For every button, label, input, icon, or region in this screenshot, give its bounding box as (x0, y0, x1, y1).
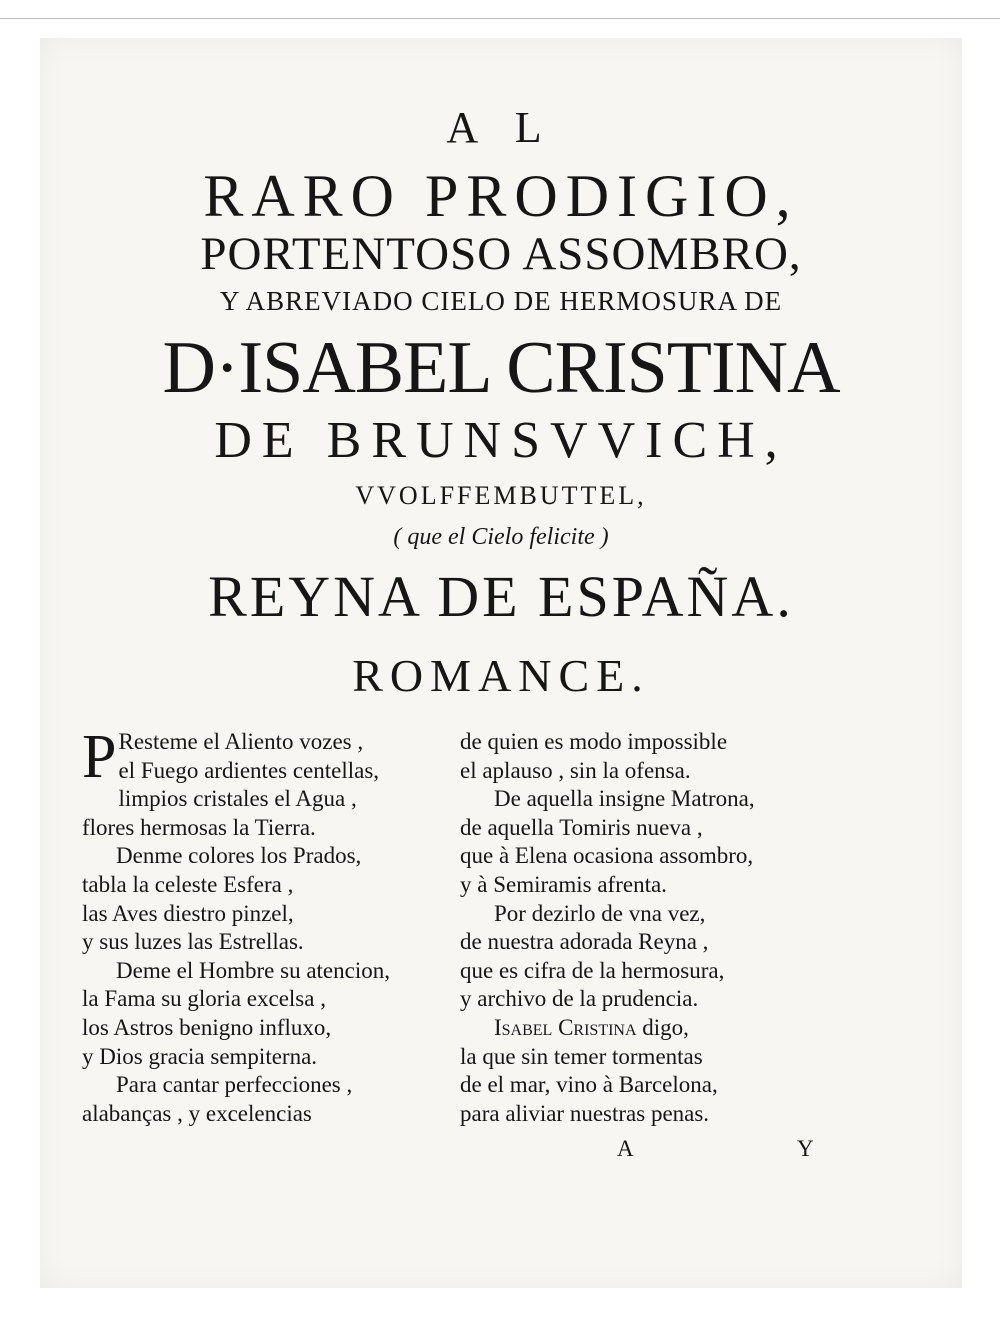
verse-line: que à Elena ocasiona assombro, (460, 843, 754, 869)
verse-line: alabanças , y excelencias (82, 1100, 312, 1126)
verse-word: digo, (642, 1014, 689, 1040)
verse-line: Deme el Hombre su atencion, (116, 957, 390, 983)
catchword: Y (797, 1136, 814, 1161)
printed-page (40, 38, 962, 1288)
verse-line: el aplauso , sin la ofensa. (460, 757, 691, 783)
title-line-brunsvvich: DE BRUNSVVICH, (214, 412, 788, 469)
verse-line: y Dios gracia sempiterna. (82, 1043, 318, 1069)
title-line-al: A L (446, 103, 556, 152)
verse-line: y à Semiramis afrenta. (460, 871, 667, 897)
verse-line: limpios cristales el Agua , (118, 786, 357, 812)
verse-line: y sus luzes las Estrellas. (82, 929, 304, 955)
verse-line: tabla la celeste Esfera , (82, 871, 294, 897)
verse-line: de quien es modo impossible (460, 729, 728, 754)
title-line-parenthetical: ( que el Cielo felicite ) (393, 524, 609, 550)
verse-line: Resteme el Aliento vozes , (118, 729, 364, 754)
verse-line: De aquella insigne Matrona, (494, 786, 755, 812)
verse-line: flores hermosas la Tierra. (82, 814, 316, 840)
title-line-wolffembuttel: VVOLFFEMBUTTEL, (355, 481, 647, 510)
verse-line: el Fuego ardientes centellas, (118, 757, 380, 783)
title-line-raro-prodigio: RARO PRODIGIO, (203, 163, 799, 229)
title-line-portentoso: PORTENTOSO ASSOMBRO, (200, 228, 802, 280)
verse-line (460, 1014, 860, 1043)
poem-right-column (460, 728, 860, 1128)
verse-line: Para cantar perfecciones , (116, 1072, 353, 1098)
title-line-romance: ROMANCE. (352, 650, 650, 701)
verse-line: los Astros benigno influxo, (82, 1014, 332, 1040)
verse-line: de nuestra adorada Reyna , (460, 929, 709, 955)
verse-line: de el mar, vino à Barcelona, (460, 1072, 718, 1098)
verse-line: para aliviar nuestras penas. (460, 1100, 710, 1126)
verse-line: de aquella Tomiris nueva , (460, 814, 703, 840)
scan-top-edge (0, 18, 1000, 19)
verse-line: que es cifra de la hermosura, (460, 957, 725, 983)
verse-line: Denme colores los Prados, (116, 843, 362, 869)
drop-cap: P (82, 723, 117, 791)
name-isabel-cristina: Isabel Cristina (494, 1014, 637, 1040)
verse-line: la que sin temer tormentas (460, 1043, 703, 1069)
signature-mark: A (617, 1136, 634, 1161)
poem-left-column (82, 723, 482, 1128)
title-line-abreviado: Y ABREVIADO CIELO DE HERMOSURA DE (219, 286, 783, 316)
title-line-reyna: REYNA DE ESPAÑA. (208, 564, 794, 629)
title-line-isabel-cristina: D·ISABEL CRISTINA (162, 327, 840, 409)
verse-line: Por dezirlo de vna vez, (494, 900, 706, 926)
verse-line: las Aves diestro pinzel, (82, 900, 294, 926)
verse-line: la Fama su gloria excelsa , (82, 986, 326, 1012)
verse-line: y archivo de la prudencia. (460, 986, 699, 1012)
